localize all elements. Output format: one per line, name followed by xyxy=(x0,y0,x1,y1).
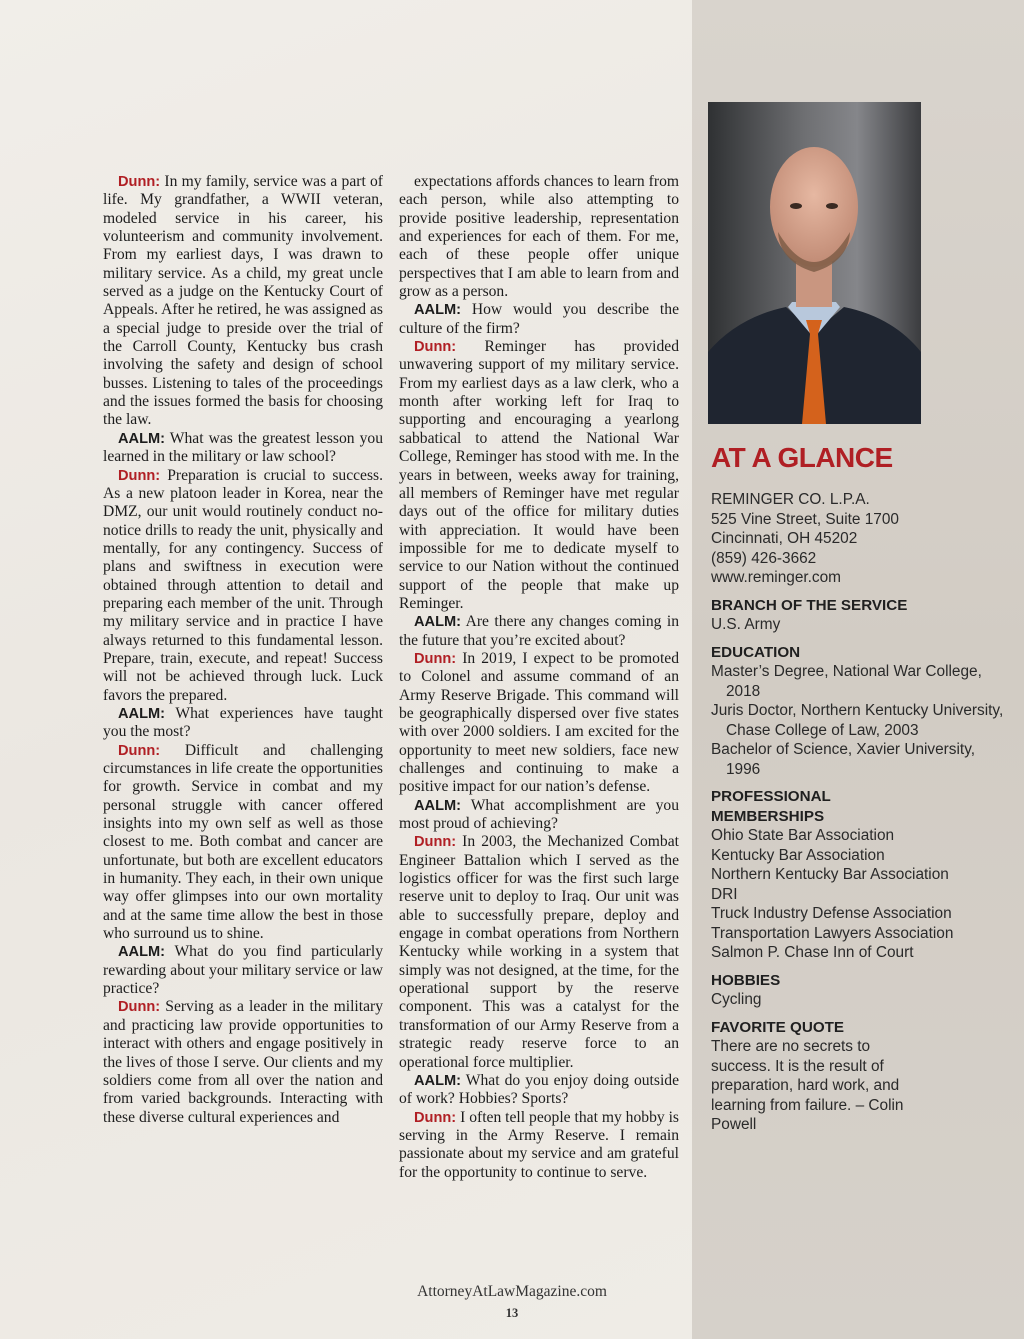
article-paragraph xyxy=(399,833,679,1071)
favorite-quote: There are no secrets to success. It is the result of preparation, hard work, and learning from failure. – Colin Powell xyxy=(711,1038,904,1133)
memberships-item: Truck Industry Defense Association xyxy=(711,905,952,922)
paragraph-text: In 2003, the Mechanized Combat Engineer Battalion which I served as the logistics officer for was the first such large reserve unit to deploy to Iraq. Our unit was able to successfully prepare, deploy and engage in combat operations from Northern Kentucky while working in a system that simply was not designed, at the time, for the operational support by the reserve component. This was a catalyst for the transformation of our Army Reserve from a strategic ready reserve force to an operational force multiplier. xyxy=(399,833,679,1071)
article-paragraph xyxy=(103,705,383,742)
phone-number: (859) 426-3662 xyxy=(711,549,817,567)
article-column-1 xyxy=(103,173,383,1127)
paragraph-text: What experiences have taught you the most? xyxy=(103,704,383,741)
article-paragraph xyxy=(399,338,679,613)
address-line-1: 525 Vine Street, Suite 1700 xyxy=(711,510,899,528)
website-link[interactable]: www.reminger.com xyxy=(711,569,842,586)
article-paragraph xyxy=(399,797,679,834)
article-paragraph xyxy=(399,1072,679,1109)
hobbies-heading: HOBBIES xyxy=(711,971,781,989)
speaker-label: AALM: xyxy=(414,614,462,631)
firm-name: REMINGER CO. L.P.A. xyxy=(711,491,870,508)
article-paragraph xyxy=(103,173,383,430)
article-paragraph xyxy=(103,467,383,705)
article-paragraph xyxy=(399,301,679,338)
paragraph-text: What was the greatest lesson you learned in the military or law school? xyxy=(103,429,383,466)
hobbies-value: Cycling xyxy=(711,991,762,1008)
speaker-label: Dunn: xyxy=(414,650,457,667)
speaker-label: Dunn: xyxy=(118,467,161,484)
paragraph-text: Preparation is crucial to success. As a new platoon leader in Korea, near the DMZ, our unit would routinely conduct no-notice drills to ready the unit, physically and mentally, for any contingency. Success of plans and swiftness in execution were obtained through attention to detail and preparing each member of the unit. Through my military service and in practice I have always returned to this fundamental lesson. Prepare, train, execute, and repeat! Success will not be achieved through luck. Luck favors the prepared. xyxy=(103,466,383,704)
paragraph-text: Are there any changes coming in the future that you’re excited about? xyxy=(399,613,679,649)
paragraph-text: What do you enjoy doing outside of work? Hobbies? Sports? xyxy=(399,1071,679,1108)
article-paragraph xyxy=(399,613,679,650)
paragraph-text: In my family, service was a part of life. My grandfather, a WWII veteran, modeled service in his career, his volunteerism and community involvement. From my earliest days, I was drawn to military service. As a child, my great uncle served as a judge on the Kentucky Court of Appeals. After he retired, he was assigned as a special judge to preside over the trial of the Carroll County, Kentucky bus crash involving the safety and design of school busses. Listening to tales of the proceedings and the issues formed the basis for choosing the law. xyxy=(103,173,383,429)
memberships-item: Transportation Lawyers Association xyxy=(711,924,954,942)
paragraph-text: Difficult and challenging circumstances in life create the opportunities for growth. Service in combat and my personal struggle with cancer offered insights into my own self as well as those closest to me. Both combat and cancer are unfortunate, but both are excellent educators in humanity. They each, in their own unique way offer glimpses into our own mortality and at the same time allow the best in those who surround us to shine. xyxy=(103,741,383,943)
branch-heading: BRANCH OF THE SERVICE xyxy=(711,596,908,614)
portrait-photo xyxy=(708,102,921,424)
education-item: Bachelor of Science, Xavier University, 1996 xyxy=(711,741,976,778)
education-item: Master’s Degree, National War College, 2018 xyxy=(711,663,982,700)
education-heading: EDUCATION xyxy=(711,643,801,661)
paragraph-text: expectations affords chances to learn from each person, while also attempting to provide positive leadership, representation and experiences for each of them. For me, each of these people offer unique perspectives that I am able to learn from and grow as a person. xyxy=(399,173,679,301)
memberships-item: Kentucky Bar Association xyxy=(711,846,885,864)
paragraph-text: Reminger has provided unwavering support of my military service. From my earliest days as a law clerk, who a month after working left for Iraq to supporting and encouraging a yearlong sabbatical to attend the National War College, Reminger has stood with me. In the years in between, weeks away for training, all members of Reminger have met regular days out of the office for military duties with appreciation. It would have been impossible for me to dedicate myself to service to our Nation without the continued support of the people that make up Reminger. xyxy=(399,338,679,612)
footer-website: AttorneyAtLawMagazine.com xyxy=(417,1283,607,1300)
paragraph-text: In 2019, I expect to be promoted to Colonel and assume command of an Army Reserve Brigade. This command will be geographically dispersed over five states with over 2000 soldiers. I am excited for the opportunity to meet new soldiers, face new challenges and continuing to make a positive impact for our nation’s defense. xyxy=(399,649,679,796)
quote-heading: FAVORITE QUOTE xyxy=(711,1018,845,1036)
memberships-heading: PROFESSIONAL MEMBERSHIPS xyxy=(711,788,831,825)
article-paragraph xyxy=(399,650,679,797)
speaker-label: AALM: xyxy=(118,944,166,961)
education-list xyxy=(711,662,1011,779)
speaker-label: AALM: xyxy=(414,302,462,319)
article-column-2 xyxy=(399,173,679,1182)
article-paragraph xyxy=(103,943,383,998)
address-line-2: Cincinnati, OH 45202 xyxy=(711,530,858,547)
speaker-label: Dunn: xyxy=(414,834,457,851)
paragraph-text: What do you find particularly rewarding about your military service or law practice? xyxy=(103,943,383,998)
memberships-item: DRI xyxy=(711,885,738,903)
article-paragraph xyxy=(399,173,679,301)
speaker-label: Dunn: xyxy=(414,1109,457,1126)
article-paragraph xyxy=(103,998,383,1126)
portrait-illustration xyxy=(708,102,921,424)
paragraph-text: Serving as a leader in the military and practicing law provide opportunities to interact with others and engage positively in the lives of those I serve. Our clients and my soldiers come from all over the nation and from varied backgrounds. Interacting with these diverse cultural experiences and xyxy=(103,998,383,1126)
memberships-item: Northern Kentucky Bar Association xyxy=(711,866,949,883)
speaker-label: Dunn: xyxy=(118,742,161,759)
article-paragraph xyxy=(103,430,383,467)
article-paragraph xyxy=(399,1109,679,1182)
speaker-label: AALM: xyxy=(414,1072,462,1089)
speaker-label: Dunn: xyxy=(414,339,457,356)
speaker-label: AALM: xyxy=(414,797,462,814)
paragraph-text: How would you describe the culture of the firm? xyxy=(399,301,679,337)
at-a-glance-title: AT A GLANCE xyxy=(711,442,893,473)
paragraph-text: What accomplishment are you most proud of achieving? xyxy=(399,796,679,833)
memberships-list xyxy=(711,826,1011,963)
branch-value: U.S. Army xyxy=(711,616,781,633)
paragraph-text: I often tell people that my hobby is serving in the Army Reserve. I remain passionate about my service and am grateful for the opportunity to continue to serve. xyxy=(399,1108,679,1181)
education-item: Juris Doctor, Northern Kentucky University, Chase College of Law, 2003 xyxy=(711,702,1004,739)
speaker-label: Dunn: xyxy=(118,999,161,1016)
memberships-item: Salmon P. Chase Inn of Court xyxy=(711,944,914,961)
speaker-label: AALM: xyxy=(118,705,166,722)
memberships-item: Ohio State Bar Association xyxy=(711,827,895,844)
at-a-glance-panel xyxy=(711,440,1011,1135)
speaker-label: AALM: xyxy=(118,430,166,447)
article-paragraph xyxy=(103,742,383,944)
speaker-label: Dunn: xyxy=(118,174,161,190)
page-number: 13 xyxy=(505,1306,519,1320)
